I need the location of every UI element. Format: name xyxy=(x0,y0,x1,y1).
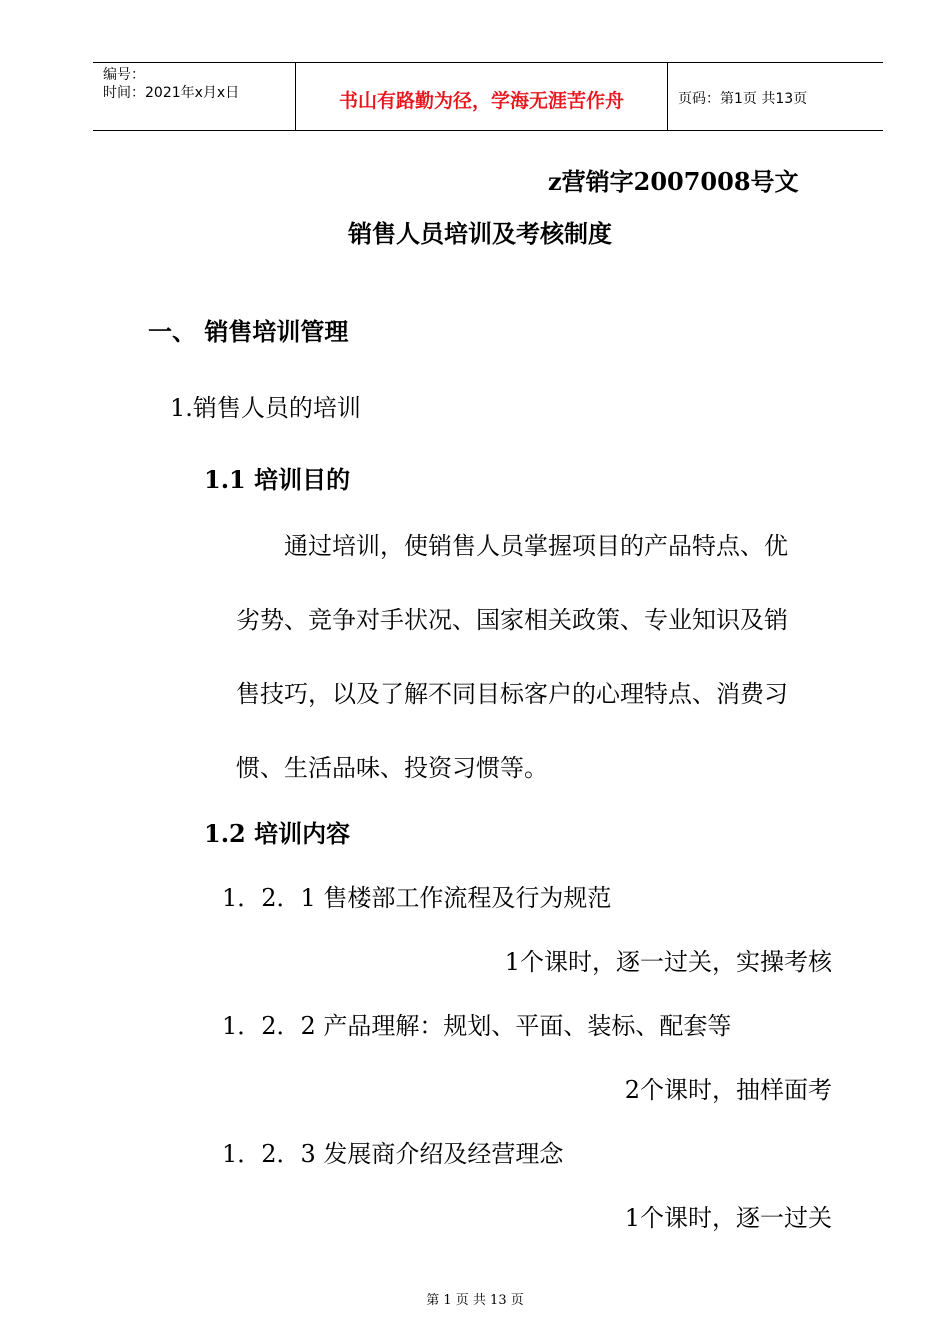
header-bottom-border xyxy=(93,130,883,131)
purpose-line-4: 惯、生活品味、投资习惯等。 xyxy=(236,754,548,782)
section1-heading: 一、 销售培训管理 xyxy=(148,317,349,346)
page-footer: 第 1 页 共 13 页 xyxy=(426,1293,524,1308)
header-top-border xyxy=(93,62,883,63)
item-2-note: 2个课时，抽样面考 xyxy=(624,1076,832,1104)
header-number-label: 编号： xyxy=(103,67,145,83)
sub1-heading: 1.销售人员的培训 xyxy=(170,394,361,422)
header-motto: 书山有路勤为径，学海无涯苦作舟 xyxy=(338,90,624,112)
purpose-line-1: 通过培训，使销售人员掌握项目的产品特点、优 xyxy=(284,532,788,560)
sub12-heading: 1.2 培训内容 xyxy=(204,819,351,848)
header-divider-right xyxy=(667,62,668,130)
item-3-note: 1个课时，逐一过关 xyxy=(624,1204,832,1232)
header-page-label: 页码：第1页 共13页 xyxy=(678,91,808,107)
item-3-title: 1．2．3 发展商介绍及经营理念 xyxy=(222,1140,564,1168)
sub11-heading: 1.1 培训目的 xyxy=(204,465,351,494)
item-2-title: 1．2．2 产品理解：规划、平面、装标、配套等 xyxy=(222,1012,732,1040)
item-1-title: 1．2．1 售楼部工作流程及行为规范 xyxy=(222,884,612,912)
purpose-line-2: 劣势、竞争对手状况、国家相关政策、专业知识及销 xyxy=(236,606,788,634)
item-1-note: 1个课时，逐一过关，实操考核 xyxy=(504,948,832,976)
doc-number: z营销字2007008号文 xyxy=(548,167,799,196)
header-time-label: 时间：2021年x月x日 xyxy=(103,85,240,101)
purpose-line-3: 售技巧，以及了解不同目标客户的心理特点、消费习 xyxy=(236,680,788,708)
doc-title: 销售人员培训及考核制度 xyxy=(348,219,612,248)
